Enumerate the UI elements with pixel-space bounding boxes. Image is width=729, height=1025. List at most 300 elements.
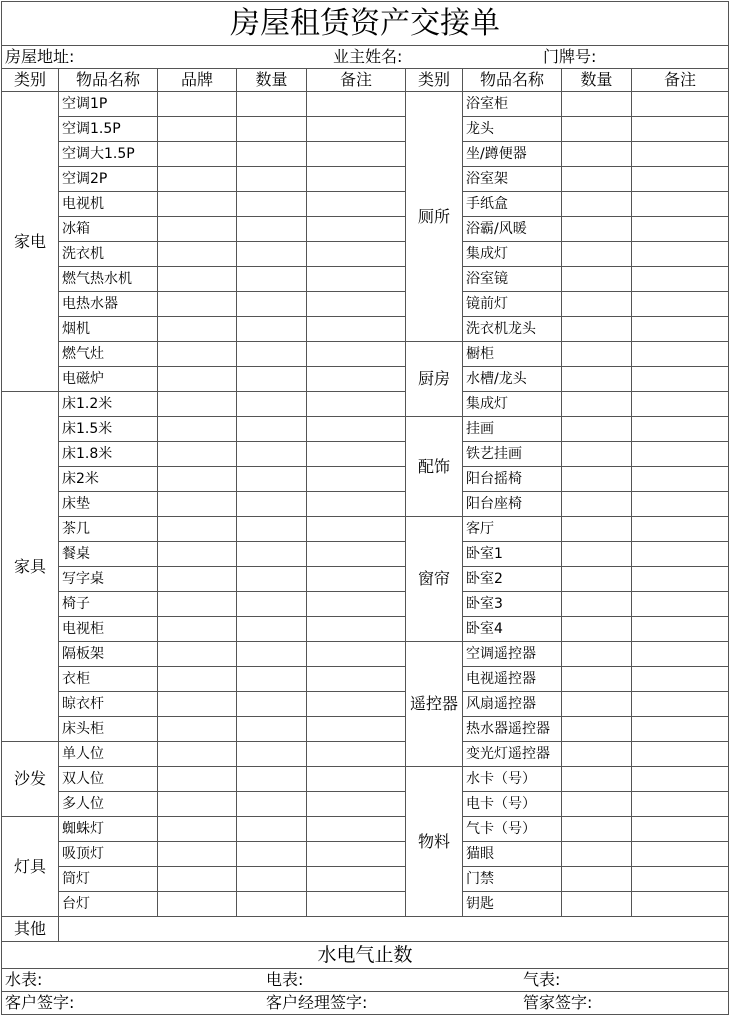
qty-cell[interactable]	[562, 192, 632, 217]
header-cat-right: 类别	[406, 69, 463, 92]
brand-cell[interactable]	[158, 242, 237, 267]
note-cell[interactable]	[307, 392, 406, 417]
item-name: 衣柜	[59, 667, 158, 692]
item-name: 空调2P	[59, 167, 158, 192]
note-cell[interactable]	[307, 417, 406, 442]
item-name: 卧室2	[463, 567, 562, 592]
brand-cell[interactable]	[158, 317, 237, 342]
qty-cell[interactable]	[562, 867, 632, 892]
item-name: 挂画	[463, 417, 562, 442]
table-row	[2, 392, 729, 417]
brand-cell[interactable]	[158, 492, 237, 517]
note-cell[interactable]	[307, 267, 406, 292]
note-cell[interactable]	[307, 342, 406, 367]
note-cell[interactable]	[632, 392, 729, 417]
note-cell[interactable]	[632, 117, 729, 142]
note-cell[interactable]	[307, 617, 406, 642]
brand-cell[interactable]	[158, 792, 237, 817]
table-row	[2, 192, 729, 217]
brand-cell[interactable]	[158, 192, 237, 217]
table-row	[2, 667, 729, 692]
table-row	[2, 367, 729, 392]
note-cell[interactable]	[307, 117, 406, 142]
qty-cell[interactable]	[562, 92, 632, 117]
note-cell[interactable]	[307, 92, 406, 117]
item-name: 卧室3	[463, 592, 562, 617]
brand-cell[interactable]	[158, 442, 237, 467]
brand-cell[interactable]	[158, 292, 237, 317]
note-cell[interactable]	[632, 517, 729, 542]
table-row	[2, 892, 729, 917]
category-cell: 灯具	[2, 817, 59, 917]
brand-cell[interactable]	[158, 267, 237, 292]
item-name: 变光灯遥控器	[463, 742, 562, 767]
table-row	[2, 767, 729, 792]
item-name: 坐/蹲便器	[463, 142, 562, 167]
brand-cell[interactable]	[158, 817, 237, 842]
header-row	[2, 69, 729, 92]
header-note: 备注	[307, 69, 406, 92]
note-cell[interactable]	[632, 542, 729, 567]
note-cell[interactable]	[632, 217, 729, 242]
handover-form	[1, 1, 729, 1015]
address-label: 房屋地址:	[5, 47, 75, 66]
item-name: 龙头	[463, 117, 562, 142]
note-cell[interactable]	[307, 717, 406, 742]
owner-label: 业主姓名:	[333, 47, 403, 66]
note-cell[interactable]	[632, 92, 729, 117]
qty-cell[interactable]	[237, 217, 307, 242]
header-cat: 类别	[2, 69, 59, 92]
page-title: 房屋租赁资产交接单	[2, 2, 729, 46]
note-cell[interactable]	[632, 717, 729, 742]
note-cell[interactable]	[307, 167, 406, 192]
qty-cell[interactable]	[562, 242, 632, 267]
note-cell[interactable]	[307, 867, 406, 892]
item-name: 电热水器	[59, 292, 158, 317]
note-cell[interactable]	[307, 767, 406, 792]
item-name: 浴霸/风暖	[463, 217, 562, 242]
qty-cell[interactable]	[237, 367, 307, 392]
note-cell[interactable]	[307, 667, 406, 692]
brand-cell[interactable]	[158, 417, 237, 442]
note-cell[interactable]	[632, 817, 729, 842]
item-name: 床1.2米	[59, 392, 158, 417]
category-cell: 配饰	[406, 417, 463, 517]
note-cell[interactable]	[307, 317, 406, 342]
qty-cell[interactable]	[237, 842, 307, 867]
qty-cell[interactable]	[237, 417, 307, 442]
table-row	[2, 542, 729, 567]
note-cell[interactable]	[632, 617, 729, 642]
note-cell[interactable]	[632, 792, 729, 817]
qty-cell[interactable]	[562, 617, 632, 642]
brand-cell[interactable]	[158, 342, 237, 367]
qty-cell[interactable]	[562, 842, 632, 867]
qty-cell[interactable]	[562, 117, 632, 142]
note-cell[interactable]	[632, 167, 729, 192]
butler-sign-label: 管家签字:	[523, 993, 593, 1012]
note-cell[interactable]	[632, 867, 729, 892]
qty-cell[interactable]	[562, 417, 632, 442]
other-row	[2, 917, 729, 942]
qty-cell[interactable]	[237, 767, 307, 792]
item-name: 手纸盒	[463, 192, 562, 217]
brand-cell[interactable]	[158, 592, 237, 617]
brand-cell[interactable]	[158, 142, 237, 167]
qty-cell[interactable]	[562, 492, 632, 517]
brand-cell[interactable]	[158, 117, 237, 142]
table-row	[2, 167, 729, 192]
item-name: 燃气灶	[59, 342, 158, 367]
note-cell[interactable]	[307, 292, 406, 317]
item-name: 床垫	[59, 492, 158, 517]
qty-cell[interactable]	[237, 567, 307, 592]
qty-cell[interactable]	[562, 667, 632, 692]
signs-cell[interactable]	[2, 992, 729, 1015]
qty-cell[interactable]	[562, 292, 632, 317]
note-cell[interactable]	[307, 442, 406, 467]
qty-cell[interactable]	[237, 517, 307, 542]
note-cell[interactable]	[307, 217, 406, 242]
note-cell[interactable]	[632, 767, 729, 792]
item-name: 空调大1.5P	[59, 142, 158, 167]
item-name: 猫眼	[463, 842, 562, 867]
other-value[interactable]	[59, 917, 729, 942]
door-label: 门牌号:	[543, 47, 597, 66]
qty-cell[interactable]	[562, 542, 632, 567]
qty-cell[interactable]	[237, 642, 307, 667]
note-cell[interactable]	[632, 667, 729, 692]
item-name: 晾衣杆	[59, 692, 158, 717]
brand-cell[interactable]	[158, 642, 237, 667]
qty-cell[interactable]	[237, 392, 307, 417]
item-name: 水卡（号）	[463, 767, 562, 792]
brand-cell[interactable]	[158, 617, 237, 642]
header-name-right: 物品名称	[463, 69, 562, 92]
table-row	[2, 517, 729, 542]
brand-cell[interactable]	[158, 767, 237, 792]
qty-cell[interactable]	[237, 792, 307, 817]
item-name: 床2米	[59, 467, 158, 492]
note-cell[interactable]	[632, 892, 729, 917]
note-cell[interactable]	[307, 242, 406, 267]
item-name: 镜前灯	[463, 292, 562, 317]
table-row	[2, 292, 729, 317]
table-row	[2, 267, 729, 292]
item-name: 橱柜	[463, 342, 562, 367]
qty-cell[interactable]	[237, 242, 307, 267]
brand-cell[interactable]	[158, 667, 237, 692]
category-cell: 沙发	[2, 742, 59, 817]
table-row	[2, 617, 729, 642]
note-cell[interactable]	[632, 317, 729, 342]
item-name: 浴室柜	[463, 92, 562, 117]
water-meter-label: 水表:	[5, 970, 43, 989]
qty-cell[interactable]	[237, 717, 307, 742]
item-name: 门禁	[463, 867, 562, 892]
note-cell[interactable]	[632, 742, 729, 767]
table-row	[2, 217, 729, 242]
item-name: 空调1.5P	[59, 117, 158, 142]
note-cell[interactable]	[632, 342, 729, 367]
client-sign-label: 客户签字:	[5, 993, 75, 1012]
item-name: 浴室镜	[463, 267, 562, 292]
qty-cell[interactable]	[237, 467, 307, 492]
brand-cell[interactable]	[158, 717, 237, 742]
brand-cell[interactable]	[158, 867, 237, 892]
header-qty-right: 数量	[562, 69, 632, 92]
category-cell: 遥控器	[406, 642, 463, 767]
note-cell[interactable]	[307, 542, 406, 567]
table-row	[2, 717, 729, 742]
qty-cell[interactable]	[237, 267, 307, 292]
item-name: 钥匙	[463, 892, 562, 917]
signs-row	[2, 992, 729, 1015]
table-row	[2, 417, 729, 442]
header-note-right: 备注	[632, 69, 729, 92]
item-name: 单人位	[59, 742, 158, 767]
item-name: 客厅	[463, 517, 562, 542]
qty-cell[interactable]	[237, 117, 307, 142]
qty-cell[interactable]	[237, 892, 307, 917]
item-name: 床1.8米	[59, 442, 158, 467]
table-row	[2, 242, 729, 267]
brand-cell[interactable]	[158, 367, 237, 392]
brand-cell[interactable]	[158, 92, 237, 117]
item-name: 阳台摇椅	[463, 467, 562, 492]
item-name: 电磁炉	[59, 367, 158, 392]
table-row	[2, 817, 729, 842]
qty-cell[interactable]	[237, 867, 307, 892]
item-name: 冰箱	[59, 217, 158, 242]
note-cell[interactable]	[307, 892, 406, 917]
note-cell[interactable]	[307, 142, 406, 167]
qty-cell[interactable]	[237, 92, 307, 117]
qty-cell[interactable]	[562, 142, 632, 167]
table-row	[2, 592, 729, 617]
item-name: 餐桌	[59, 542, 158, 567]
note-cell[interactable]	[632, 142, 729, 167]
item-name: 阳台座椅	[463, 492, 562, 517]
item-name: 空调1P	[59, 92, 158, 117]
item-name: 隔板架	[59, 642, 158, 667]
note-cell[interactable]	[632, 842, 729, 867]
qty-cell[interactable]	[562, 517, 632, 542]
item-name: 多人位	[59, 792, 158, 817]
qty-cell[interactable]	[562, 167, 632, 192]
item-name: 集成灯	[463, 392, 562, 417]
note-cell[interactable]	[632, 442, 729, 467]
qty-cell[interactable]	[562, 817, 632, 842]
brand-cell[interactable]	[158, 167, 237, 192]
item-name: 卧室1	[463, 542, 562, 567]
table-row	[2, 467, 729, 492]
note-cell[interactable]	[307, 517, 406, 542]
note-cell[interactable]	[632, 492, 729, 517]
item-name: 写字桌	[59, 567, 158, 592]
meters-cell[interactable]	[2, 969, 729, 992]
qty-cell[interactable]	[562, 442, 632, 467]
qty-cell[interactable]	[237, 742, 307, 767]
qty-cell[interactable]	[562, 642, 632, 667]
qty-cell[interactable]	[237, 492, 307, 517]
category-cell: 家电	[2, 92, 59, 392]
brand-cell[interactable]	[158, 742, 237, 767]
table-row	[2, 342, 729, 367]
qty-cell[interactable]	[237, 292, 307, 317]
note-cell[interactable]	[307, 492, 406, 517]
item-name: 空调遥控器	[463, 642, 562, 667]
item-name: 电视机	[59, 192, 158, 217]
qty-cell[interactable]	[237, 192, 307, 217]
brand-cell[interactable]	[158, 217, 237, 242]
item-name: 水槽/龙头	[463, 367, 562, 392]
item-name: 台灯	[59, 892, 158, 917]
brand-cell[interactable]	[158, 692, 237, 717]
note-cell[interactable]	[307, 842, 406, 867]
table-row	[2, 567, 729, 592]
item-name: 铁艺挂画	[463, 442, 562, 467]
item-name: 气卡（号）	[463, 817, 562, 842]
note-cell[interactable]	[632, 367, 729, 392]
note-cell[interactable]	[307, 467, 406, 492]
header-qty: 数量	[237, 69, 307, 92]
table-row	[2, 317, 729, 342]
item-name: 双人位	[59, 767, 158, 792]
table-row	[2, 867, 729, 892]
category-cell: 物料	[406, 767, 463, 917]
table-row	[2, 842, 729, 867]
note-cell[interactable]	[632, 192, 729, 217]
note-cell[interactable]	[632, 567, 729, 592]
qty-cell[interactable]	[562, 592, 632, 617]
item-name: 风扇遥控器	[463, 692, 562, 717]
item-name: 电视遥控器	[463, 667, 562, 692]
qty-cell[interactable]	[237, 317, 307, 342]
item-name: 烟机	[59, 317, 158, 342]
item-name: 筒灯	[59, 867, 158, 892]
note-cell[interactable]	[307, 192, 406, 217]
qty-cell[interactable]	[237, 342, 307, 367]
qty-cell[interactable]	[237, 692, 307, 717]
item-name: 洗衣机龙头	[463, 317, 562, 342]
qty-cell[interactable]	[562, 792, 632, 817]
table-row	[2, 492, 729, 517]
note-cell[interactable]	[307, 367, 406, 392]
note-cell[interactable]	[632, 417, 729, 442]
brand-cell[interactable]	[158, 542, 237, 567]
qty-cell[interactable]	[237, 167, 307, 192]
note-cell[interactable]	[632, 692, 729, 717]
qty-cell[interactable]	[237, 442, 307, 467]
manager-sign-label: 客户经理签字:	[266, 993, 368, 1012]
qty-cell[interactable]	[562, 317, 632, 342]
qty-cell[interactable]	[237, 817, 307, 842]
brand-cell[interactable]	[158, 517, 237, 542]
category-cell: 厨房	[406, 342, 463, 417]
note-cell[interactable]	[307, 567, 406, 592]
qty-cell[interactable]	[562, 742, 632, 767]
item-name: 茶几	[59, 517, 158, 542]
note-cell[interactable]	[307, 792, 406, 817]
note-cell[interactable]	[307, 592, 406, 617]
note-cell[interactable]	[307, 692, 406, 717]
item-name: 电视柜	[59, 617, 158, 642]
brand-cell[interactable]	[158, 467, 237, 492]
qty-cell[interactable]	[562, 892, 632, 917]
brand-cell[interactable]	[158, 567, 237, 592]
qty-cell[interactable]	[562, 567, 632, 592]
qty-cell[interactable]	[562, 392, 632, 417]
qty-cell[interactable]	[562, 342, 632, 367]
qty-cell[interactable]	[237, 617, 307, 642]
meter-title-row	[2, 942, 729, 969]
item-name: 椅子	[59, 592, 158, 617]
elec-meter-label: 电表:	[266, 970, 304, 989]
qty-cell[interactable]	[237, 667, 307, 692]
table-row	[2, 117, 729, 142]
note-cell[interactable]	[632, 642, 729, 667]
item-name: 电卡（号）	[463, 792, 562, 817]
item-name: 卧室4	[463, 617, 562, 642]
qty-cell[interactable]	[237, 542, 307, 567]
note-cell[interactable]	[632, 467, 729, 492]
item-name: 吸顶灯	[59, 842, 158, 867]
qty-cell[interactable]	[562, 217, 632, 242]
header-name: 物品名称	[59, 69, 158, 92]
table-row	[2, 92, 729, 117]
note-cell[interactable]	[307, 817, 406, 842]
qty-cell[interactable]	[237, 592, 307, 617]
qty-cell[interactable]	[562, 367, 632, 392]
brand-cell[interactable]	[158, 892, 237, 917]
qty-cell[interactable]	[562, 692, 632, 717]
note-cell[interactable]	[632, 292, 729, 317]
note-cell[interactable]	[632, 242, 729, 267]
note-cell[interactable]	[632, 592, 729, 617]
meters-row	[2, 969, 729, 992]
table-row	[2, 142, 729, 167]
other-label: 其他	[2, 917, 59, 942]
brand-cell[interactable]	[158, 842, 237, 867]
qty-cell[interactable]	[562, 717, 632, 742]
qty-cell[interactable]	[237, 142, 307, 167]
item-name: 热水器遥控器	[463, 717, 562, 742]
header-brand: 品牌	[158, 69, 237, 92]
table-row	[2, 742, 729, 767]
meter-title: 水电气止数	[2, 942, 729, 969]
item-name: 蜘蛛灯	[59, 817, 158, 842]
table-row	[2, 792, 729, 817]
table-row	[2, 692, 729, 717]
qty-cell[interactable]	[562, 267, 632, 292]
item-name: 浴室架	[463, 167, 562, 192]
category-cell: 厕所	[406, 92, 463, 342]
qty-cell[interactable]	[562, 767, 632, 792]
item-name: 床1.5米	[59, 417, 158, 442]
item-name: 燃气热水机	[59, 267, 158, 292]
note-cell[interactable]	[307, 742, 406, 767]
table-row	[2, 642, 729, 667]
info-row	[2, 46, 729, 69]
brand-cell[interactable]	[158, 392, 237, 417]
note-cell[interactable]	[307, 642, 406, 667]
qty-cell[interactable]	[562, 467, 632, 492]
category-cell: 窗帘	[406, 517, 463, 642]
note-cell[interactable]	[632, 267, 729, 292]
item-name: 洗衣机	[59, 242, 158, 267]
